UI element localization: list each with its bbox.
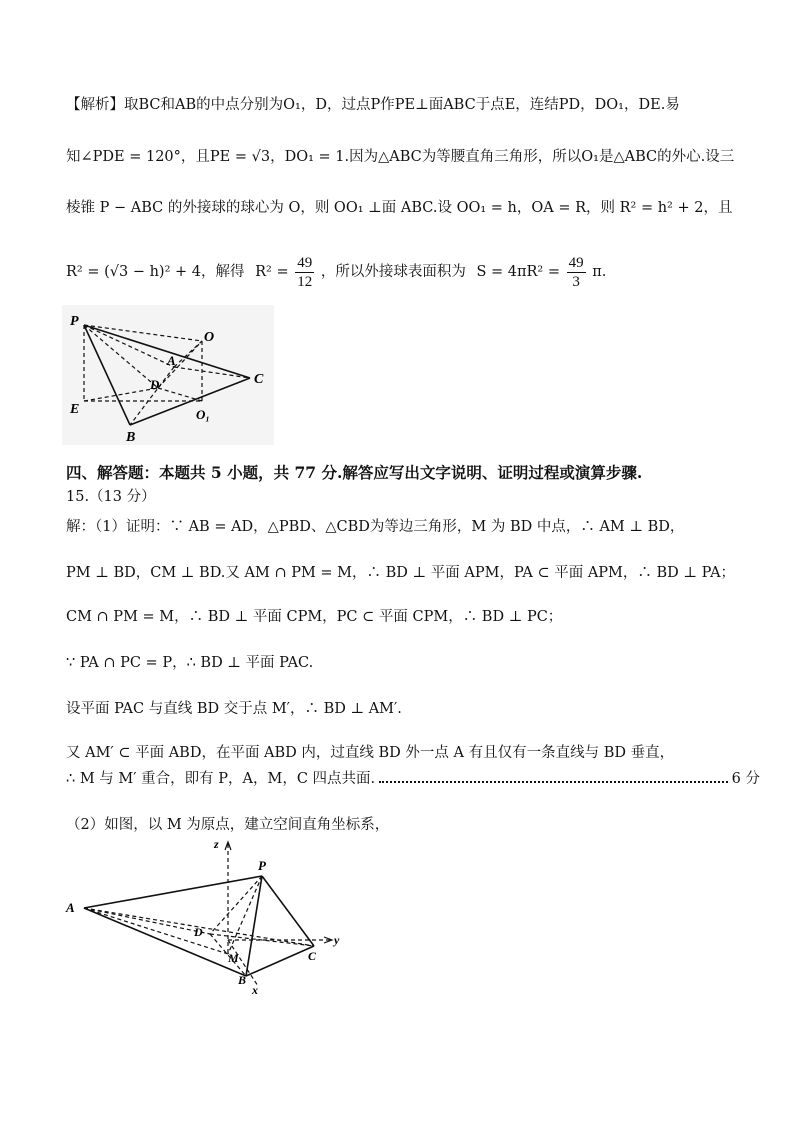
label-P: P <box>258 858 266 873</box>
solution-line-8: （2）如图，以 M 为原点，建立空间直角坐标系， <box>66 817 390 833</box>
label-A: A <box>66 900 75 915</box>
analysis-line-2: 知∠PDE = 120°，且PE = √3，DO₁ = 1.因为△ABC为等腰直角三角形，所以O₁是△ABC的外心.设三 <box>66 149 735 165</box>
edge-PC <box>262 876 314 946</box>
analysis-line-4-rhs: S = 4πR² = <box>476 264 560 280</box>
label-C: C <box>308 949 317 963</box>
label-y: y <box>334 933 340 947</box>
label-D: D <box>150 377 160 392</box>
label-C: C <box>254 372 264 387</box>
edge-BC <box>246 946 314 976</box>
score-6: 6 分 <box>731 771 760 787</box>
label-M: M <box>228 951 239 965</box>
analysis-line-4-lhs: R² = <box>255 264 289 280</box>
analysis-line-4 <box>66 252 760 292</box>
figure-2-coordinate-system <box>62 836 352 994</box>
fraction-49-3: $\frac{49}{3}$ <box>568 254 584 290</box>
edge-AP <box>84 876 262 908</box>
label-B: B <box>126 430 136 445</box>
question-15-label: 15.（13 分） <box>66 489 156 505</box>
edge-PB <box>246 876 262 976</box>
label-x: x <box>252 983 258 994</box>
analysis-line-1: 【解析】取BC和AB的中点分别为O₁，D，过点P作PE⊥面ABC于点E，连结PD，DO₁，DE.易 <box>66 97 680 113</box>
solution-line-7 <box>66 768 760 790</box>
analysis-line-3: 棱锥 P − ABC 的外接球的球心为 O，则 OO₁ ⊥面 ABC.设 OO₁ = h，OA = R，则 R² = h² + 2，且 <box>66 200 733 216</box>
solution-line-2: PM ⊥ BD，CM ⊥ BD.又 AM ∩ PM = M，∴ BD ⊥ 平面 APM，PA ⊂ 平面 APM，∴ BD ⊥ PA； <box>66 565 736 581</box>
edge-AB <box>84 908 246 976</box>
fraction-49-12: $\frac{49}{12}$ <box>297 254 313 290</box>
solution-line-6: 又 AM′ ⊂ 平面 ABD，在平面 ABD 内，过直线 BD 外一点 A 有且仅有一条直线与 BD 垂直， <box>66 745 675 761</box>
solution-line-7-text: ∴ M 与 M′ 重合，即有 P，A，M，C 四点共面. <box>66 771 376 787</box>
segment-AD <box>84 908 210 934</box>
label-O1: O₁ <box>196 407 210 422</box>
label-D: D <box>194 925 203 939</box>
label-B: B <box>238 973 247 987</box>
solution-line-5: 设平面 PAC 与直线 BD 交于点 M′，∴ BD ⊥ AM′. <box>66 701 402 717</box>
label-O: O <box>204 330 215 345</box>
analysis-line-4-end: π. <box>592 264 607 280</box>
figure-1-tetrahedron <box>62 305 274 445</box>
label-E: E <box>70 402 80 417</box>
analysis-line-4-a: R² = (√3 − h)² + 4，解得 <box>66 264 245 280</box>
dotted-leader <box>379 781 728 783</box>
label-A: A <box>167 353 176 368</box>
segment-AM <box>84 908 228 954</box>
section-4-heading: 四、解答题：本题共 5 小题，共 77 分.解答应写出文字说明、证明过程或演算步骤. <box>66 463 643 482</box>
label-P: P <box>70 314 79 329</box>
solution-line-3: CM ∩ PM = M，∴ BD ⊥ 平面 CPM，PC ⊂ 平面 CPM，∴ BD ⊥ PC； <box>66 609 563 625</box>
label-z: z <box>214 837 219 851</box>
analysis-line-4-b: ，所以外接球表面积为 <box>320 264 466 280</box>
solution-line-4: ∵ PA ∩ PC = P，∴ BD ⊥ 平面 PAC. <box>66 655 314 671</box>
segment-PM <box>228 876 262 954</box>
solution-line-1: 解：（1）证明：∵ AB = AD，△PBD、△CBD为等边三角形，M 为 BD 中点，∴ AM ⊥ BD， <box>66 519 685 535</box>
